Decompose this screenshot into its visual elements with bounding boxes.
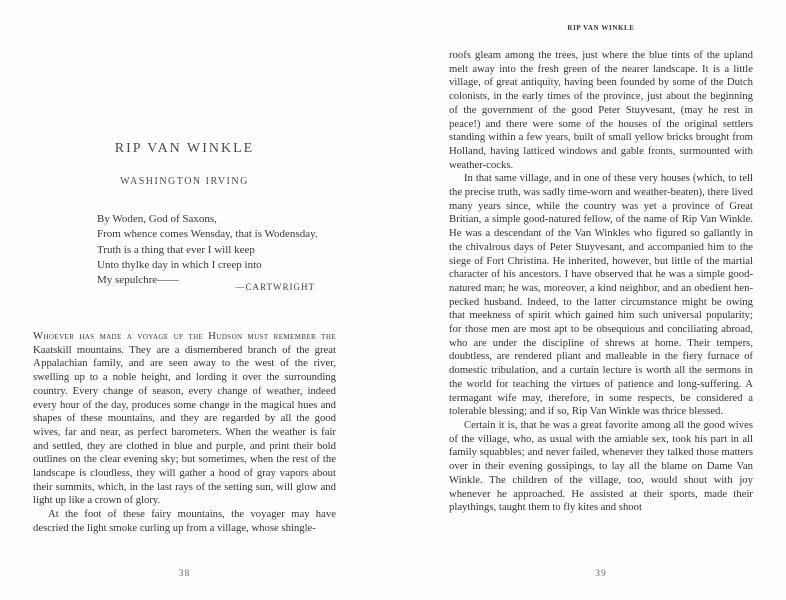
page-title: RIP VAN WINKLE bbox=[114, 141, 255, 156]
left-page bbox=[33, 0, 336, 600]
epigraph-line: By Woden, God of Saxons, bbox=[97, 213, 217, 225]
body-text-left bbox=[33, 330, 336, 536]
paragraph: roofs gleam among the trees, just where the blue tints of the upland melt away into the fresh green of the nearer landscape. It is a little village, of great antiquity, having been founded by some of the Dutch colonists, in the early times of the province, just about the beginning of the government of the good Peter Stuyvesant, (may he rest in peace!) and there were some of the houses of the original settlers standing within a few years, built of small yellow bricks brought from Holland, having latticed windows and gable fronts, surmounted with weather-cocks. bbox=[449, 49, 753, 171]
paragraph: In that same village, and in one of these very houses (which, to tell the precise truth, was sadly time-worn and weather-beaten), there lived many years since, while the country was yet a province of Great Britian, a simple good-natured fellow, of the name of Rip Van Winkle. He was a descendant of the Van Winkles who figured so gallantly in the chivalrous days of Peter Stuyvesant, and accompanied him to the siege of Fort Christina. He inherited, however, but little of the martial character of his ancestors. I have observed that he was a simple good-natured man; he was, moreover, a kind neighbor, and an obedient hen-pecked husband. Indeed, to the latter circumstance might be owing that meekness of spirit which gained him such universal popularity; for those men are most apt to be obsequious and conciliating abroad, who are under the discipline of shrews at home. Their tempers, doubtless, are rendered pliant and malleable in the fiery furnace of domestic tribulation, and a curtain lecture is worth all the sermons in the world for teaching the virtues of patience and long-suffering. A termagant wife may, therefore, in some respects, be considered a tolerable blessing; and if so, Rip Van Winkle was thrice blessed. bbox=[449, 172, 753, 418]
author-name: WASHINGTON IRVING bbox=[120, 176, 249, 187]
epigraph bbox=[97, 212, 336, 296]
epigraph-line: My sepulchre—— bbox=[97, 274, 180, 287]
paragraph: Whoever has made a voyage up the Hudson must remember the Kaatskill mountains. They are a dismembered branch of the great Appalachian family, and are seen away to the west of the river, swelling up to a noble height, and lording it over the surrounding country. Every change of season, every change of weather, indeed every hour of the day, produces some change in the magical hues and shapes of these mountains, and they are regarded by all the good wives, far and near, as perfect barometers. When the weather is fair and settled, they are clothed in blue and purple, and print their bold outlines on the clear evening sky; but sometimes, when the rest of the landscape is cloudless, they will gather a hood of gray vapors about their summits, which, in the last rays of the setting sun, will glow and light up like a crown of glory. bbox=[33, 330, 336, 507]
epigraph-line: Unto thylke day in which I creep into bbox=[97, 258, 262, 271]
epigraph-line: From whence comes Wensday, that is Wodensday. bbox=[97, 228, 318, 241]
page-number-left: 38 bbox=[178, 569, 191, 579]
epigraph-attribution: —CARTWRIGHT bbox=[235, 282, 315, 293]
epigraph-line: Truth is a thing that ever I will keep bbox=[97, 243, 255, 256]
paragraph: Certain it is, that he was a great favorite among all the good wives of the village, who, as usual with the amiable sex, took his part in all family squabbles; and never failed, whenever they talked those matters over in their evening gossipings, to lay all the blame on Dame Van Winkle. The children of the village, too, would shout with joy whenever he approached. He assisted at their sports, made their playthings, taught them to fly kites and shoot bbox=[449, 418, 753, 514]
paragraph: At the foot of these fairy mountains, the voyager may have descried the light smoke curling up from a village, whose shingle- bbox=[33, 508, 336, 534]
right-page bbox=[449, 0, 753, 600]
page-number-right: 39 bbox=[595, 569, 607, 579]
body-text-right bbox=[449, 49, 753, 515]
running-header: RIP VAN WINKLE bbox=[567, 24, 635, 32]
